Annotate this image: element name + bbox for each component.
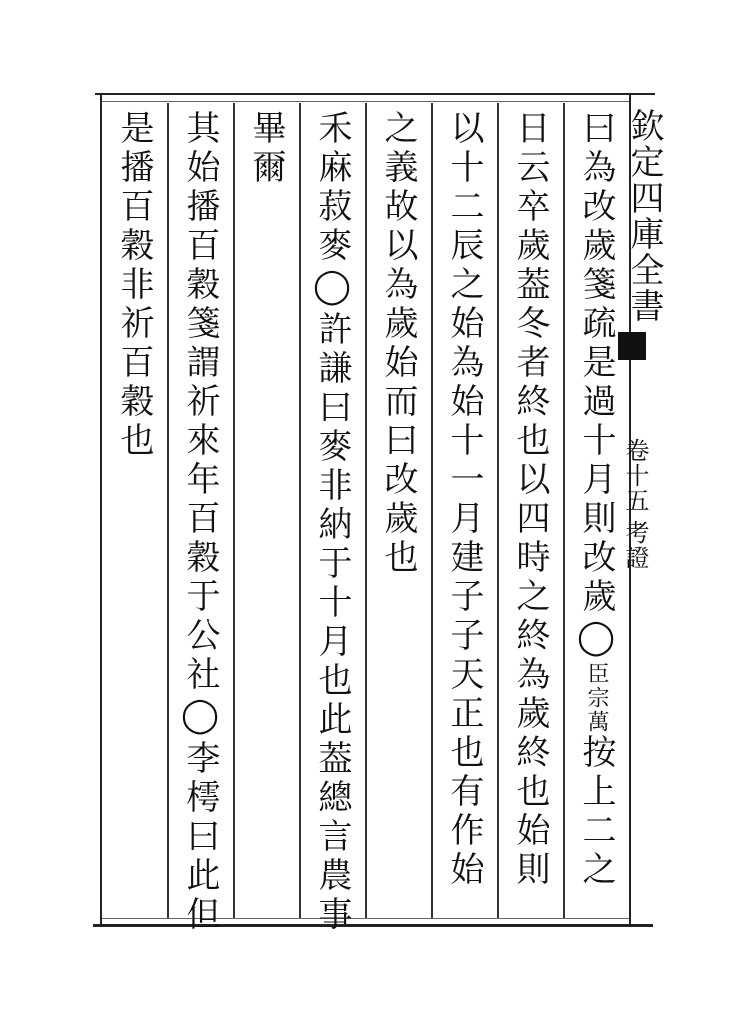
section-label: 考證 <box>621 520 649 570</box>
column-divider <box>497 103 499 918</box>
circle-marker: ◯ <box>576 617 616 662</box>
column-divider <box>233 103 235 918</box>
volume-label: 卷十五 <box>621 438 649 513</box>
text-run: 禾麻菽麥 <box>312 110 352 266</box>
text-column <box>510 110 550 890</box>
column-divider <box>365 103 367 918</box>
text-run: 李樗曰此但 <box>180 740 220 935</box>
circle-marker: ◯ <box>312 266 352 311</box>
text-run: 曰為改歲箋疏是過十月則改歲 <box>576 110 616 617</box>
column-divider <box>299 103 301 918</box>
text-column <box>444 110 484 890</box>
text-column <box>576 110 616 890</box>
column-divider <box>167 103 169 918</box>
text-run: 以十二辰之始為始十一月建子子天正也有作始 <box>444 110 484 890</box>
circle-marker: ◯ <box>180 695 220 740</box>
text-column <box>180 110 220 935</box>
annotation-note: 臣宗萬 <box>584 662 609 734</box>
column-divider <box>563 103 565 918</box>
text-run: 許謙曰麥非納于十月也此葢總言農事 <box>312 311 352 935</box>
left-border <box>100 95 102 925</box>
text-run: 畢爾 <box>246 110 286 188</box>
text-run: 是播百穀非祈百穀也 <box>114 110 154 461</box>
text-run: 按上二之 <box>576 734 616 890</box>
fishtail-block <box>618 332 646 360</box>
text-column <box>312 110 352 935</box>
text-column <box>246 110 286 188</box>
text-run: 之義故以為歲始而曰改歲也 <box>378 110 418 578</box>
bottom-border <box>93 924 653 927</box>
text-run: 日云卒歲葢冬者終也以四時之終為歲終也始則 <box>510 110 550 890</box>
column-divider <box>431 103 433 918</box>
top-border <box>95 93 655 95</box>
book-title: 欽定四庫全書 <box>624 108 664 324</box>
text-column <box>114 110 154 461</box>
text-column <box>378 110 418 578</box>
top-inner-border <box>100 101 630 102</box>
text-run: 其始播百穀箋謂祈來年百穀于公社 <box>180 110 220 695</box>
